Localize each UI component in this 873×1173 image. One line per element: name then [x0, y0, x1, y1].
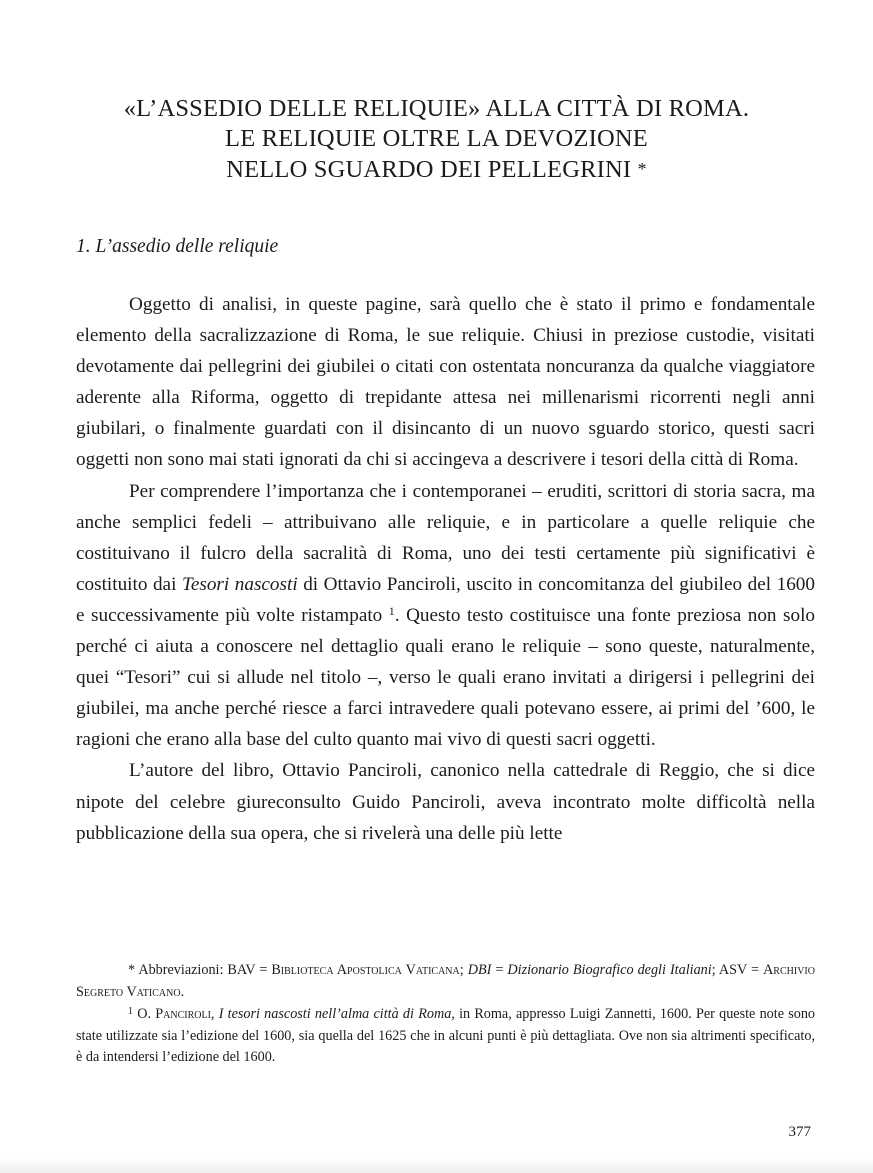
footnote-1-mark: 1 — [128, 1006, 133, 1017]
footnote-1-text-2: , — [210, 1006, 219, 1022]
page-number: 377 — [788, 1124, 811, 1140]
footnote-star-mark: * — [128, 962, 136, 978]
paragraph-2-part-b: di Ottavio Panciroli, uscito in concomitanza del giubileo del 1600 e successivamente più volte ristampato — [76, 573, 815, 626]
footnote-star-dbi-title: Dizionario Biografico degli Italiani — [507, 962, 712, 978]
title-line-3-text: NELLO SGUARDO DEI PELLEGRINI — [226, 156, 632, 183]
title-line-3 — [60, 154, 813, 185]
paragraph-1: Oggetto di analisi, in queste pagine, sarà quello che è stato il primo e fondamentale elemento della sacralizzazione di Roma, le sue reliquie. Chiusi in preziose custodie, visitati devotamente dai pellegrini dei giubilei o citati con ostentata noncuranza da qualche viaggiatore aderente alla Riforma, oggetto di trepidante attesa nei millenarismi ricorrenti negli anni giubilari, o finalmente guardati con il disincanto di un nuovo sguardo storico, questi sacri oggetti non sono mai stati ignorati da chi si accingeva a descrivere i tesori della città di Roma. — [76, 294, 815, 471]
chapter-title — [60, 94, 813, 185]
footnote-1-text-3: , in Roma, appresso Luigi Zannetti, 1600. Per queste note sono state utilizzate sia l’edizione del 1600, sia quella del 1625 che in alcuni punti è più dettagliata. Ove non sia altrimenti specificato, è da intendersi l’edizione del 1600. — [76, 1006, 816, 1065]
footnote-star-text-5: . — [180, 983, 185, 1000]
footnote-star-text-2: ; — [459, 962, 468, 978]
footnote-star-bav: Biblioteca Apostolica Vaticana — [271, 962, 460, 978]
title-line-2: LE RELIQUIE OLTRE LA DEVOZIONE — [225, 125, 648, 152]
page-edge-shadow — [0, 1159, 873, 1173]
title-footnote-mark: * — [637, 159, 647, 179]
footnote-reference-1: 1 — [388, 603, 395, 618]
footnote-star-text-1: Abbreviazioni: BAV = — [138, 962, 272, 978]
footnote-star — [76, 960, 815, 1003]
paragraph-2-part-a: Per comprendere l’importanza che i contemporanei – eruditi, scrittori di storia sacra, ma anche semplici fedeli – attribuivano alle reliquie, e in particolare a quelle reliquie che costituivano il fulcro della sacralità di Roma, uno dei testi certamente più significativi è costituito dai — [76, 480, 815, 595]
footnote-1-text-1: O. — [137, 1006, 156, 1022]
footnotes — [76, 960, 815, 1070]
title-line-1: «L’ASSEDIO DELLE RELIQUIE» ALLA CITTÀ DI ROMA. — [123, 95, 750, 122]
book-title-tesori: Tesori nascosti — [181, 573, 298, 595]
footnote-star-asv: Archivio Segreto Vaticano — [76, 962, 815, 1000]
footnote-star-text-4: ; ASV = — [711, 962, 764, 978]
footnote-star-dbi: DBI — [467, 962, 492, 978]
paragraph-2 — [76, 476, 815, 756]
paragraph-3: L’autore del libro, Ottavio Panciroli, canonico nella cattedrale di Reggio, che si dice nipote del celebre giureconsulto Guido Panciroli, aveva incontrato molte difficoltà nella pubblicazione della sua opera, che si rivelerà una delle più lette — [76, 760, 815, 844]
footnote-1 — [76, 1004, 815, 1069]
section-heading: 1. L’assedio delle reliquie — [76, 236, 279, 257]
body-text — [76, 289, 815, 849]
footnote-star-text-3: = — [491, 962, 508, 978]
paragraph-2-part-c: . Questo testo costituisce una fonte preziosa non solo perché ci aiuta a conoscere nel dettaglio quali erano le reliquie – sono queste, naturalmente, quei “Tesori” cui si allude nel titolo –, verso le quali erano invitati a dirigersi i pellegrini dei giubilei, ma anche perché riesce a farci intravedere quali potevano essere, ai primi del ’600, le ragioni che erano alla base del culto quanto mai vivo di questi sacri oggetti. — [76, 604, 815, 751]
footnote-1-author: Panciroli — [155, 1006, 211, 1022]
footnote-1-book-title: I tesori nascosti nell’alma città di Roma — [218, 1006, 452, 1022]
